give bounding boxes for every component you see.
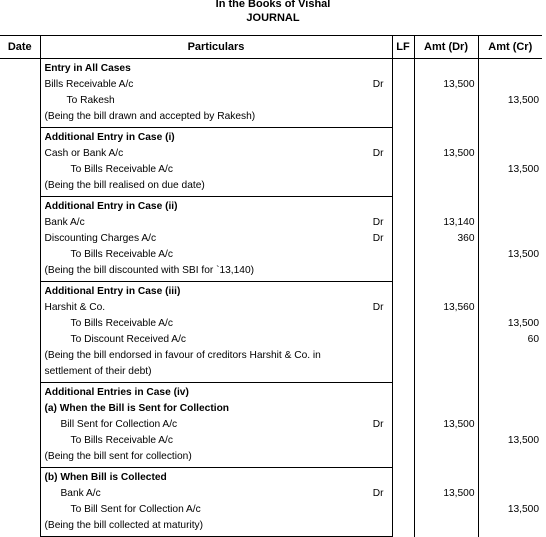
credit-amount xyxy=(479,300,540,316)
debit-amount xyxy=(415,470,475,486)
credit-amount xyxy=(479,199,540,215)
particulars-text: Harshit & Co. xyxy=(44,302,106,313)
credit-amount xyxy=(479,401,540,417)
particulars-text: Additional Entry in Case (iii) xyxy=(44,286,181,297)
particulars-line xyxy=(45,401,392,417)
credit-amount: 13,500 xyxy=(507,503,539,515)
particulars-text: To Bills Receivable A/c xyxy=(70,318,173,329)
entry-particulars-cell xyxy=(40,128,392,197)
entry-particulars-cell xyxy=(40,197,392,282)
particulars-line xyxy=(45,433,392,449)
journal-entry xyxy=(0,282,542,383)
debit-amount xyxy=(415,348,475,364)
particulars-line xyxy=(45,215,392,231)
credit-amount: 13,500 xyxy=(507,95,539,106)
credit-amount xyxy=(479,364,540,380)
entry-amt-cr-cell xyxy=(478,128,542,197)
entry-lf-cell xyxy=(392,383,414,468)
entry-amt-dr-cell xyxy=(414,197,478,282)
particulars-line xyxy=(45,502,392,518)
particulars-line xyxy=(45,385,392,401)
credit-amount xyxy=(479,178,540,194)
credit-amount xyxy=(479,215,540,231)
particulars-line xyxy=(45,178,392,194)
particulars-text: Bills Receivable A/c xyxy=(44,79,134,90)
entry-amt-dr-cell xyxy=(414,59,478,128)
debit-amount xyxy=(415,263,475,279)
entry-lf-cell xyxy=(392,197,414,282)
credit-amount xyxy=(479,417,540,433)
particulars-text: (Being the bill collected at maturity) xyxy=(44,520,204,531)
particulars-text: To Rakesh xyxy=(66,95,115,106)
journal-title: JOURNAL xyxy=(246,12,300,24)
entry-date-cell xyxy=(0,128,40,197)
debit-amount xyxy=(415,316,475,332)
entry-particulars-cell xyxy=(40,282,392,383)
particulars-line xyxy=(45,417,392,433)
entry-date-cell xyxy=(0,197,40,282)
debit-marker: Dr xyxy=(372,217,384,228)
debit-amount xyxy=(415,502,475,518)
debit-amount: 13,500 xyxy=(443,147,475,159)
entry-amt-dr-cell xyxy=(414,282,478,383)
credit-amount xyxy=(479,231,540,247)
particulars-text: (Being the bill discounted with SBI for `13,140) xyxy=(44,265,255,276)
debit-amount xyxy=(415,433,475,449)
debit-amount xyxy=(415,199,475,215)
debit-amount xyxy=(415,385,475,401)
credit-amount: 60 xyxy=(527,333,539,345)
particulars-text: To Bills Receivable A/c xyxy=(70,435,173,446)
credit-amount xyxy=(479,449,540,465)
credit-amount: 13,500 xyxy=(507,317,539,329)
debit-amount xyxy=(415,449,475,465)
particulars-text: (a) When the Bill is Sent for Collection xyxy=(44,403,230,414)
debit-amount: 13,500 xyxy=(443,79,475,90)
entry-lf-cell xyxy=(392,282,414,383)
credit-amount xyxy=(479,348,540,364)
journal-header-row xyxy=(0,36,542,59)
credit-amount xyxy=(479,518,540,534)
particulars-line xyxy=(45,231,392,247)
credit-amount xyxy=(479,77,540,93)
particulars-text: Discounting Charges A/c xyxy=(44,233,157,244)
debit-amount xyxy=(415,93,475,109)
journal-entry xyxy=(0,468,542,537)
debit-amount xyxy=(415,162,475,178)
entry-lf-cell xyxy=(392,128,414,197)
particulars-text: (b) When Bill is Collected xyxy=(44,472,167,483)
entry-date-cell xyxy=(0,468,40,537)
col-amt-dr-header: Amt (Dr) xyxy=(414,36,478,59)
particulars-line xyxy=(45,199,392,215)
entry-amt-cr-cell xyxy=(478,282,542,383)
particulars-text: Additional Entries in Case (iv) xyxy=(44,387,189,398)
credit-amount: 13,500 xyxy=(507,248,539,260)
credit-amount xyxy=(479,470,540,486)
debit-marker: Dr xyxy=(372,488,384,499)
col-lf-header: LF xyxy=(392,36,414,59)
debit-amount: 13,500 xyxy=(443,487,475,499)
particulars-line xyxy=(45,316,392,332)
particulars-line xyxy=(45,247,392,263)
debit-amount: 13,140 xyxy=(443,216,475,228)
debit-amount xyxy=(415,401,475,417)
entry-lf-cell xyxy=(392,59,414,128)
particulars-line xyxy=(45,284,392,300)
col-date-header: Date xyxy=(0,36,40,59)
debit-marker: Dr xyxy=(372,148,384,159)
particulars-text: Additional Entry in Case (i) xyxy=(44,132,175,143)
debit-amount xyxy=(415,109,475,125)
credit-amount xyxy=(479,284,540,300)
entry-particulars-cell xyxy=(40,59,392,128)
particulars-line xyxy=(45,263,392,279)
credit-amount xyxy=(479,385,540,401)
entry-amt-cr-cell xyxy=(478,197,542,282)
col-amt-cr-header: Amt (Cr) xyxy=(478,36,542,59)
entry-amt-dr-cell xyxy=(414,128,478,197)
debit-amount xyxy=(415,284,475,300)
debit-amount xyxy=(415,518,475,534)
credit-amount xyxy=(479,146,540,162)
journal-body xyxy=(0,59,542,537)
particulars-text: (Being the bill realised on due date) xyxy=(44,180,205,191)
credit-amount xyxy=(479,109,540,125)
particulars-line xyxy=(45,348,392,364)
entry-lf-cell xyxy=(392,468,414,537)
particulars-line xyxy=(45,162,392,178)
particulars-text: To Bill Sent for Collection A/c xyxy=(70,504,201,515)
particulars-text: (Being the bill drawn and accepted by Rakesh) xyxy=(44,111,256,122)
debit-amount xyxy=(415,178,475,194)
journal-entry xyxy=(0,128,542,197)
book-title: In the Books of Vishal xyxy=(215,0,331,10)
debit-marker: Dr xyxy=(372,233,384,244)
debit-amount xyxy=(415,247,475,263)
particulars-line xyxy=(45,364,392,380)
particulars-text: Bank A/c xyxy=(60,488,101,499)
entry-particulars-cell xyxy=(40,468,392,537)
entry-date-cell xyxy=(0,383,40,468)
particulars-text: (Being the bill sent for collection) xyxy=(44,451,192,462)
entry-amt-dr-cell xyxy=(414,468,478,537)
debit-amount: 360 xyxy=(457,232,475,244)
debit-amount: 13,560 xyxy=(443,301,475,313)
particulars-text: (Being the bill endorsed in favour of creditors Harshit & Co. in xyxy=(44,350,321,361)
entry-date-cell xyxy=(0,282,40,383)
journal-entry xyxy=(0,197,542,282)
particulars-line xyxy=(45,449,392,465)
particulars-line xyxy=(45,61,392,77)
particulars-line xyxy=(45,130,392,146)
credit-amount xyxy=(479,263,540,279)
entry-particulars-cell xyxy=(40,383,392,468)
particulars-text: Cash or Bank A/c xyxy=(44,148,124,159)
particulars-line xyxy=(45,486,392,502)
col-particulars-header: Particulars xyxy=(40,36,392,59)
entry-date-cell xyxy=(0,59,40,128)
particulars-line xyxy=(45,470,392,486)
debit-marker: Dr xyxy=(372,302,384,313)
debit-marker: Dr xyxy=(372,419,384,430)
credit-amount xyxy=(479,61,540,77)
particulars-text: Entry in All Cases xyxy=(44,63,131,74)
journal-entry xyxy=(0,383,542,468)
particulars-text: settlement of their debt) xyxy=(44,366,152,377)
entry-amt-dr-cell xyxy=(414,383,478,468)
particulars-line xyxy=(45,146,392,162)
particulars-line xyxy=(45,109,392,125)
particulars-line xyxy=(45,300,392,316)
journal-entry xyxy=(0,59,542,128)
particulars-line xyxy=(45,77,392,93)
particulars-text: Additional Entry in Case (ii) xyxy=(44,201,178,212)
particulars-text: Bank A/c xyxy=(44,217,85,228)
particulars-line xyxy=(45,518,392,534)
debit-amount xyxy=(415,332,475,348)
particulars-text: To Bills Receivable A/c xyxy=(70,164,173,175)
entry-amt-cr-cell xyxy=(478,383,542,468)
credit-amount xyxy=(479,486,540,502)
entry-amt-cr-cell xyxy=(478,59,542,128)
particulars-line xyxy=(45,332,392,348)
debit-marker: Dr xyxy=(372,79,384,90)
particulars-text: To Discount Received A/c xyxy=(70,334,187,345)
credit-amount: 13,500 xyxy=(507,434,539,446)
credit-amount xyxy=(479,130,540,146)
particulars-text: To Bills Receivable A/c xyxy=(70,249,173,260)
debit-amount xyxy=(415,61,475,77)
journal-table xyxy=(0,35,542,537)
debit-amount xyxy=(415,130,475,146)
entry-amt-cr-cell xyxy=(478,468,542,537)
credit-amount: 13,500 xyxy=(507,163,539,175)
debit-amount: 13,500 xyxy=(443,418,475,430)
particulars-text: Bill Sent for Collection A/c xyxy=(60,419,178,430)
debit-amount xyxy=(415,364,475,380)
particulars-line xyxy=(45,93,392,109)
